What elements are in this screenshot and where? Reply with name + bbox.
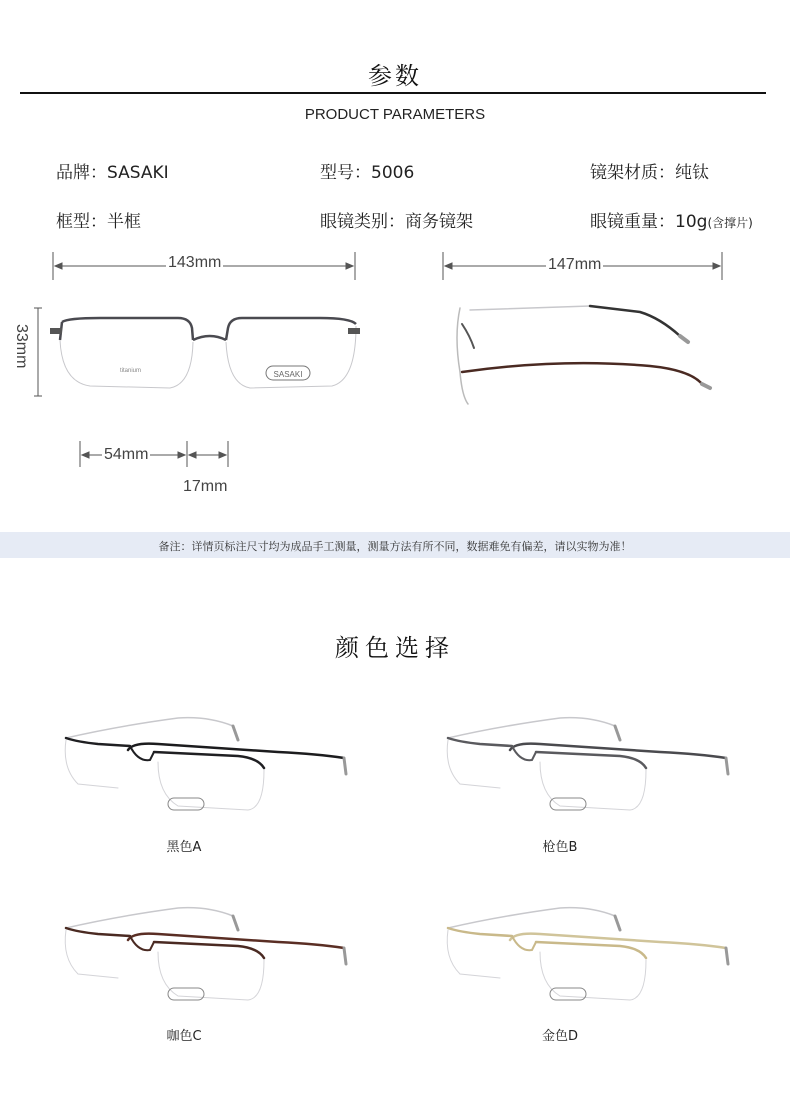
param-weight-label: 眼镜重量 — [590, 212, 658, 232]
param-separator: ： — [388, 212, 405, 232]
glasses-variant-c — [58, 902, 358, 1022]
dimension-lens-height: 33mm — [13, 324, 30, 369]
dimension-bridge-width: 17mm — [183, 478, 228, 495]
param-frame-type-value: 半框 — [107, 212, 141, 232]
variant-label-c: 咖色C — [166, 1029, 202, 1044]
param-model-label: 型号 — [320, 163, 354, 183]
variant-label-b: 枪色B — [542, 840, 578, 855]
brand-plate-icon — [168, 798, 204, 810]
param-material-value: 纯钛 — [675, 163, 709, 183]
page-title: 参数 — [368, 62, 422, 90]
page-subtitle: PRODUCT PARAMETERS — [304, 106, 486, 123]
param-separator: ： — [354, 163, 371, 183]
glasses-variant-a — [58, 712, 358, 832]
glasses-variant-b — [440, 712, 740, 832]
dimension-temple-length: 147mm — [548, 256, 602, 273]
note-text: 备注：详情页标注尺寸均为成品手工测量，测量方法有所不同，数据难免有偏差，请以实物为准！ — [158, 540, 632, 553]
glasses-side-view — [440, 296, 730, 416]
param-weight-note: (含撑片) — [707, 216, 753, 230]
param-category-value: 商务镜架 — [405, 212, 473, 232]
color-section-title: 颜色选择 — [335, 634, 455, 662]
dimension-lines — [0, 0, 790, 520]
brand-plate-icon — [550, 988, 586, 1000]
param-weight-value: 10g — [675, 212, 708, 232]
param-brand-label: 品牌 — [56, 163, 90, 183]
variant-label-d: 金色D — [541, 1029, 578, 1044]
front-brand-plate: SASAKI — [273, 370, 303, 379]
brand-plate-icon — [168, 988, 204, 1000]
variant-label-a: 黑色A — [166, 840, 202, 855]
dimension-lens-width: 54mm — [104, 446, 149, 463]
param-material-label: 镜架材质 — [590, 163, 658, 183]
param-brand-value: SASAKI — [107, 163, 169, 183]
dimension-total-width: 143mm — [168, 254, 222, 271]
param-category-label: 眼镜类别 — [320, 212, 388, 232]
front-lens-mark: titanium — [120, 368, 142, 374]
param-model-value: 5006 — [371, 163, 415, 183]
glasses-front-view — [50, 310, 360, 410]
glasses-variant-d — [440, 902, 740, 1022]
param-separator: ： — [90, 212, 107, 232]
param-separator: ： — [658, 163, 675, 183]
param-separator: ： — [658, 212, 675, 232]
param-frame-type-label: 框型 — [56, 212, 90, 232]
brand-plate-icon — [550, 798, 586, 810]
param-separator: ： — [90, 163, 107, 183]
